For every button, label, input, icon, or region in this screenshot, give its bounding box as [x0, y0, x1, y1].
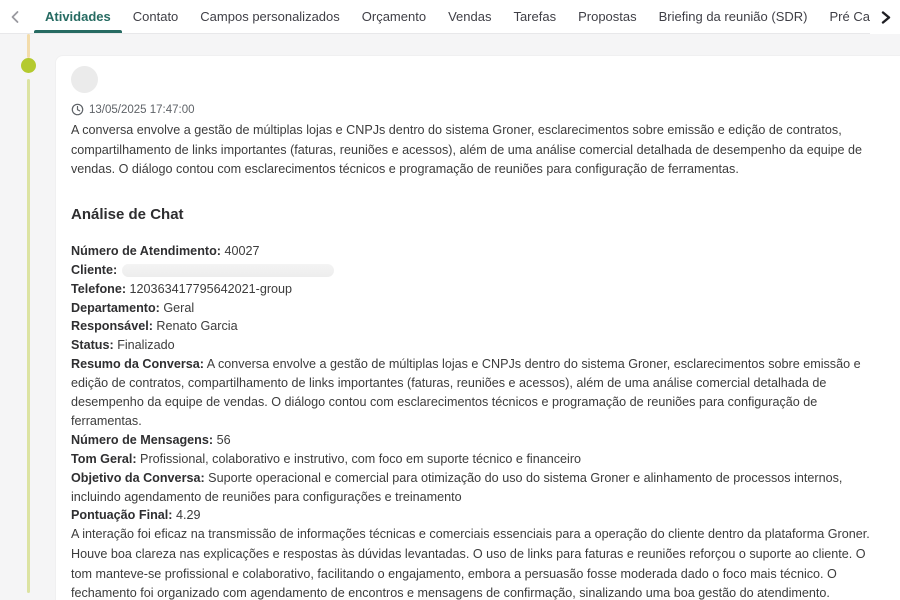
tab-item-contato[interactable]: Contato [132, 9, 179, 24]
field-label: Telefone: [71, 281, 127, 296]
field-line [71, 469, 876, 507]
field-label: Resumo da Conversa: [71, 357, 204, 372]
analysis-fields [71, 242, 876, 525]
tab-item-atividades[interactable]: Atividades [34, 0, 122, 33]
tab-bar [0, 0, 900, 34]
chevron-right-icon [879, 10, 892, 25]
field-label: Departamento: [71, 300, 160, 315]
field-line [71, 355, 876, 431]
field-line [71, 280, 876, 299]
field-label: Responsável: [71, 319, 153, 334]
tab-item-vendas[interactable]: Vendas [448, 9, 492, 24]
clock-icon [71, 103, 84, 116]
field-value: 120363417795642021-group [129, 281, 293, 296]
field-value: Geral [163, 300, 195, 315]
timeline-dot [21, 58, 36, 73]
avatar[interactable] [71, 66, 98, 93]
field-label: Objetivo da Conversa: [71, 470, 205, 485]
field-value: A conversa envolve a gestão de múltiplas lojas e CNPJs dentro do sistema Groner, esclarecimentos sobre emissão e edição de contratos, compartilhamento de links importantes (faturas, reuniões e acessos), além de uma análise comercial detalhada de desempenho da equipe de vendas. O diálogo contou com esclarecimentos técnicos e programação de reuniões para configuração de ferramentas. [71, 357, 861, 428]
redacted-client-name [122, 264, 334, 277]
analysis-closing-text: A interação foi eficaz na transmissão de informações técnicas e comerciais essenciais para a operação do cliente dentro da plataforma Groner. Houve boa clareza nas explicações e respostas às dúvidas levantadas. O uso de links para faturas e reuniões reforçou o suporte ao cliente. O tom manteve-se profissional e colaborativo, facilitando o engajamento, embora a persuasão fosse moderada dado o foco mais técnico. O fechamento foi organizado com agendamento de encontros e mensagens de confirmação, sinalizando uma boa gestão do atendimento. [71, 527, 870, 600]
field-line [71, 261, 876, 280]
field-line [71, 450, 876, 469]
timeline-line-bottom [27, 79, 30, 593]
field-value: Renato Garcia [156, 319, 238, 334]
field-value: 4.29 [175, 508, 201, 523]
timeline-line-top [27, 34, 30, 58]
field-value: Finalizado [117, 338, 175, 353]
field-value: Suporte operacional e comercial para otimização do uso do sistema Groner e alinhamento de processos internos, incluindo agendamento de reuniões para configurações e treinamento [71, 470, 843, 504]
field-line [71, 431, 876, 450]
field-line [71, 299, 876, 318]
field-line [71, 317, 876, 336]
field-line [71, 506, 876, 525]
tab-strip [34, 0, 900, 33]
chevron-left-icon [9, 10, 21, 24]
activity-timestamp: 13/05/2025 17:47:00 [89, 103, 195, 116]
field-value: 56 [216, 432, 231, 447]
field-label: Cliente: [71, 262, 118, 277]
tab-item-tarefas[interactable]: Tarefas [513, 9, 557, 24]
tab-scroll-right-button[interactable] [870, 0, 900, 34]
field-label: Status: [71, 338, 114, 353]
field-label: Número de Mensagens: [71, 432, 214, 447]
tab-item-briefing-da-reuniao-sdr[interactable]: Briefing da reunião (SDR) [658, 9, 808, 24]
tab-item-campos-personalizados[interactable]: Campos personalizados [200, 9, 340, 24]
field-label: Número de Atendimento: [71, 243, 221, 258]
field-value: 40027 [224, 243, 260, 258]
activity-card [55, 55, 900, 600]
tab-scroll-left-button[interactable] [0, 0, 30, 33]
tab-item-orcamento[interactable]: Orçamento [361, 9, 427, 24]
activity-summary-text: A conversa envolve a gestão de múltiplas lojas e CNPJs dentro do sistema Groner, esclarecimentos sobre emissão e edição de contratos, compartilhamento de links importantes (faturas, reuniões e acessos), além de uma análise comercial detalhada de desempenho da equipe de vendas. O diálogo contou com esclarecimentos técnicos e programação de reuniões para configuração de ferramentas. [71, 123, 863, 177]
field-label: Pontuação Final: [71, 508, 173, 523]
field-line [71, 242, 876, 261]
field-value: Profissional, colaborativo e instrutivo, com foco em suporte técnico e financeiro [140, 451, 582, 466]
field-label: Tom Geral: [71, 451, 137, 466]
tab-item-propostas[interactable]: Propostas [578, 9, 637, 24]
field-line [71, 336, 876, 355]
timestamp-row [71, 103, 876, 116]
analysis-heading: Análise de Chat [71, 205, 184, 223]
tab-item-pre-ca[interactable]: Pré Ca [829, 9, 870, 24]
